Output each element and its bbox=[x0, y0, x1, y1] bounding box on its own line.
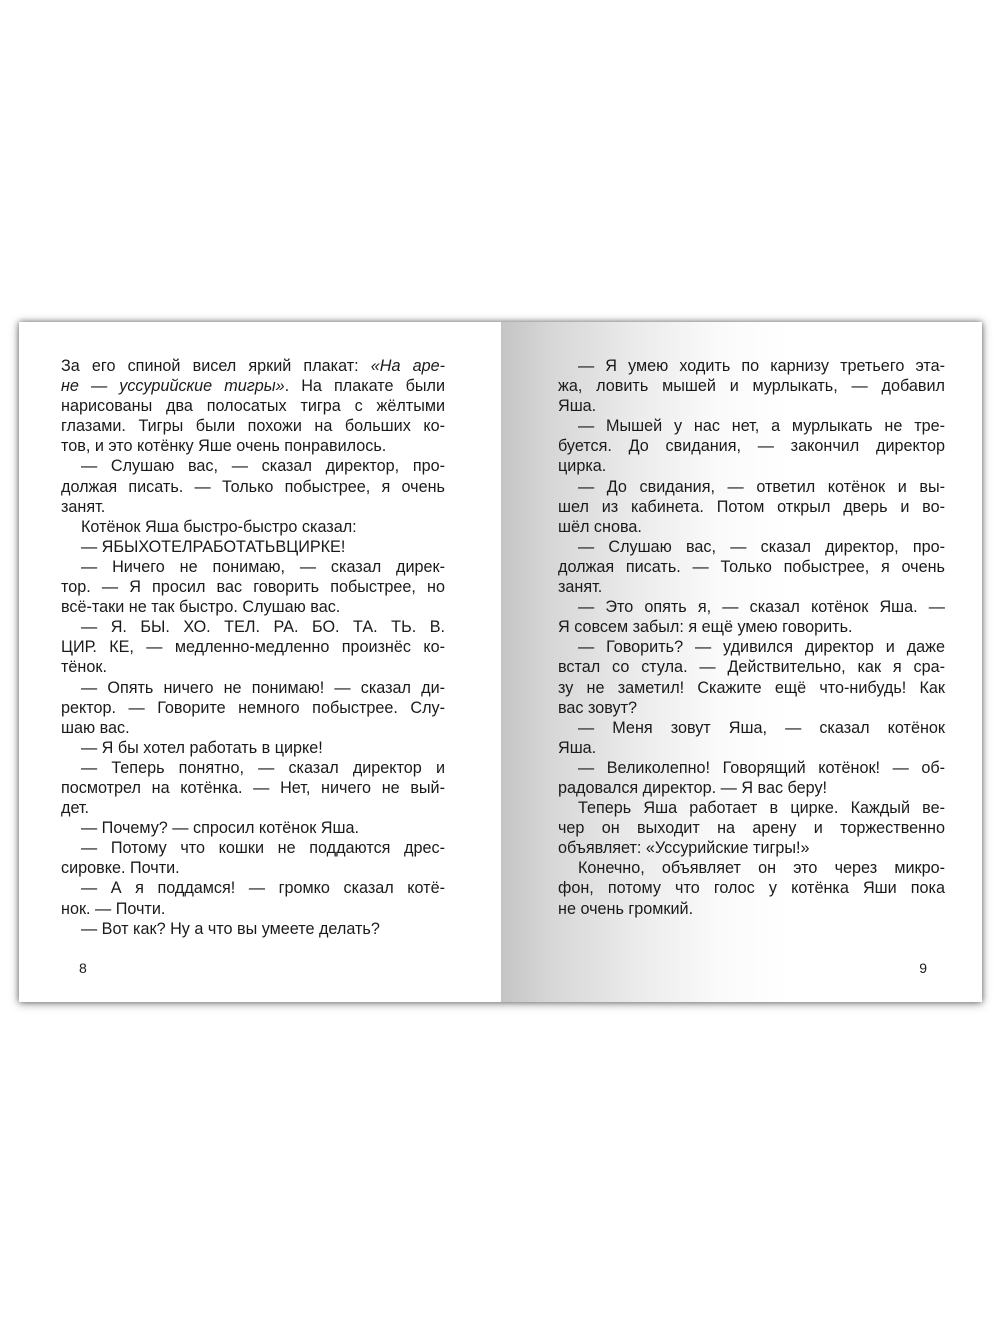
text-line: — Вот как? Ну а что вы умеете делать? bbox=[81, 919, 380, 938]
text-line: ректор. — Говорите немного побыстрее. Слу- bbox=[61, 698, 445, 717]
text-line: — Меня зовут Яша, — сказал котёнок bbox=[578, 718, 945, 737]
text-line: занят. bbox=[558, 578, 603, 597]
text-line: фон, потому что голос у котёнка Яши пока bbox=[558, 879, 945, 898]
text-line: Теперь Яша работает в цирке. Каждый ве- bbox=[578, 799, 945, 818]
text-line: Яша. bbox=[558, 738, 597, 757]
text-line: всё-таки не так быстро. Слушаю вас. bbox=[61, 598, 341, 617]
text-line: шёл снова. bbox=[558, 517, 642, 536]
text-line: дет. bbox=[61, 799, 90, 818]
right-page bbox=[501, 322, 982, 1002]
text-line: нарисованы два полосатых тигра с жёлтыми bbox=[61, 397, 445, 416]
text-line: — Слушаю вас, — сказал директор, про- bbox=[81, 457, 445, 476]
text-line: — До свидания, — ответил котёнок и вы- bbox=[578, 477, 945, 496]
text-line: Котёнок Яша быстро-быстро сказал: bbox=[81, 517, 357, 536]
text-line: тёнок. bbox=[61, 658, 107, 677]
text-line: чер он выходит на арену и торжественно bbox=[558, 819, 945, 838]
text-line: сировке. Почти. bbox=[61, 859, 180, 878]
text-line: Я совсем забыл: я ещё умею говорить. bbox=[558, 618, 853, 637]
text-line: посмотрел на котёнка. — Нет, ничего не вый- bbox=[61, 778, 445, 797]
text-line: глазами. Тигры были похожи на больших ко- bbox=[61, 417, 445, 436]
text-line: жа, ловить мышей и мурлыкать, — добавил bbox=[558, 377, 945, 396]
text-line: вас зовут? bbox=[558, 698, 638, 717]
text-line: Яша. bbox=[558, 397, 597, 416]
text-line: — Мышей у нас нет, а мурлыкать не тре- bbox=[578, 417, 945, 436]
text-line: шаю вас. bbox=[61, 718, 130, 737]
text-line: буется. До свидания, — закончил директор bbox=[558, 437, 945, 456]
text-line: — А я поддамся! — громко сказал котё- bbox=[81, 879, 445, 898]
text-line: цирка. bbox=[558, 457, 607, 476]
text-line: должая писать. — Только побыстрее, я очень bbox=[558, 557, 945, 576]
text-line: встал со стула. — Действительно, как я сра- bbox=[558, 658, 945, 677]
left-page-number: 8 bbox=[79, 960, 87, 976]
text-line: За его спиной висел яркий плакат: «На аре- bbox=[61, 357, 446, 375]
text-line: зу не заметил! Скажите ещё что-нибудь! Как bbox=[558, 678, 945, 697]
left-page-text bbox=[61, 356, 445, 939]
text-line: — Слушаю вас, — сказал директор, про- bbox=[578, 537, 945, 556]
text-line: — ЯБЫХОТЕЛРАБОТАТЬВЦИРКЕ! bbox=[81, 537, 346, 556]
left-page bbox=[19, 322, 501, 1002]
text-line: должая писать. — Только побыстрее, я очень bbox=[61, 477, 445, 496]
text-line: — Потому что кошки не поддаются дрес- bbox=[81, 839, 445, 858]
text-line: — Я умею ходить по карнизу третьего эта- bbox=[578, 357, 945, 375]
text-line: — Говорить? — удивился директор и даже bbox=[578, 638, 945, 657]
text-line: — Великолепно! Говорящий котёнок! — об- bbox=[578, 758, 945, 777]
right-page-number: 9 bbox=[919, 960, 927, 976]
text-line: ЦИР. КЕ, — медленно-медленно произнёс ко- bbox=[61, 638, 445, 657]
text-line: объявляет: «Уссурийские тигры!» bbox=[558, 839, 810, 858]
text-line: — Я бы хотел работать в цирке! bbox=[81, 738, 323, 757]
text-line: не — уссурийские тигры». На плакате были bbox=[61, 377, 445, 396]
text-line: — Опять ничего не понимаю! — сказал ди- bbox=[81, 678, 445, 697]
text-line: нок. — Почти. bbox=[61, 899, 166, 918]
text-line: — Почему? — спросил котёнок Яша. bbox=[81, 819, 359, 838]
text-line: Конечно, объявляет он это через микро- bbox=[578, 859, 945, 878]
right-page-text bbox=[558, 356, 945, 919]
text-line: не очень громкий. bbox=[558, 899, 694, 918]
text-line: — Ничего не понимаю, — сказал дирек- bbox=[81, 557, 445, 576]
book-spread bbox=[19, 322, 982, 1002]
text-line: — Я. БЫ. ХО. ТЕЛ. РА. БО. ТА. ТЬ. В. bbox=[81, 618, 445, 637]
text-line: — Теперь понятно, — сказал директор и bbox=[81, 758, 445, 777]
text-line: тор. — Я просил вас говорить побыстрее, но bbox=[61, 578, 445, 597]
text-line: шел из кабинета. Потом открыл дверь и во- bbox=[558, 497, 945, 516]
text-line: занят. bbox=[61, 497, 106, 516]
text-line: радовался директор. — Я вас беру! bbox=[558, 778, 828, 797]
text-line: тов, и это котёнку Яше очень понравилось. bbox=[61, 437, 387, 456]
text-line: — Это опять я, — сказал котёнок Яша. — bbox=[578, 598, 945, 617]
